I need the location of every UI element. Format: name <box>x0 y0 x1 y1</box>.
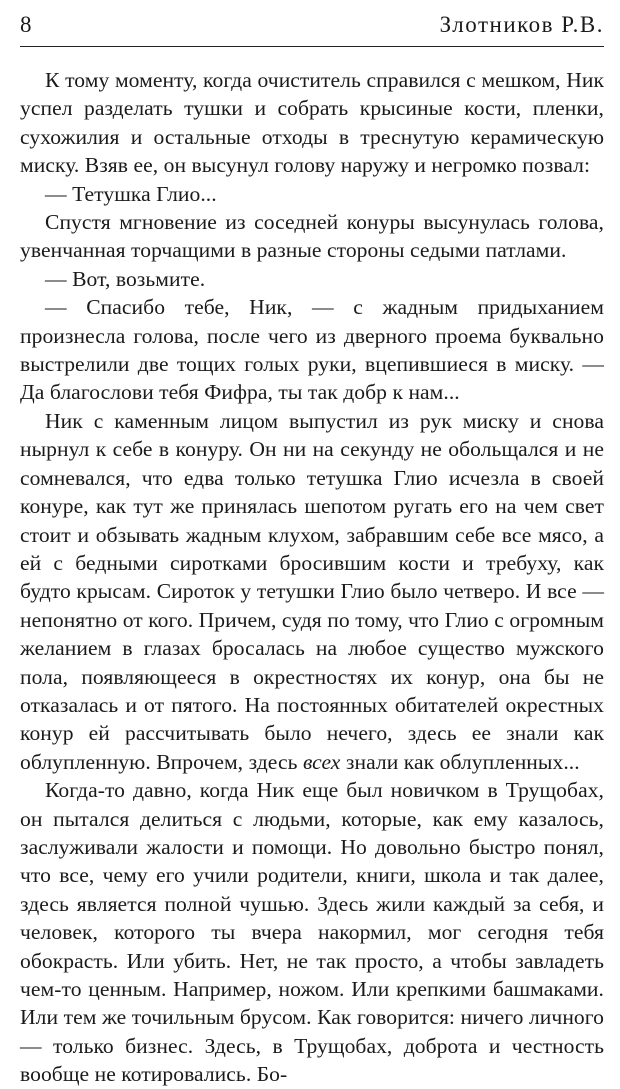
paragraph-text: знали как облупленных... <box>340 749 580 774</box>
paragraph: Когда-то давно, когда Ник еще был новичком в Трущобах, он пытался делиться с людьми, которые, как ему казалось, заслуживали жалости и помощи. Но довольно быстро понял, что все, чему его учили родители, книги, школа и так далее, здесь является полной чушью. Здесь жили каждый за себя, и человек, которого ты вчера накормил, мог сегодня тебя обокрасть. Или убить. Нет, не так просто, а чтобы завладеть чем-то ценным. Например, ножом. Или крепкими башмаками. Или тем же точильным брусом. Как говорится: ничего личного — только бизнес. Здесь, в Трущобах, доброта и честность вообще не котировались. Бо- <box>20 778 604 1087</box>
body-text <box>20 66 604 1089</box>
page-number: 8 <box>20 12 32 37</box>
paragraph <box>20 407 604 776</box>
running-head <box>20 0 604 52</box>
dialogue-line: — Тетушка Глио... <box>45 181 217 206</box>
header-rule <box>20 46 604 47</box>
paragraph: Спустя мгновение из соседней конуры высунулась голова, увенчанная торчащими в разные стороны седыми патлами. <box>20 210 604 263</box>
dialogue-line: — Вот, возьмите. <box>45 266 206 291</box>
book-page <box>20 0 604 1087</box>
emphasis-word: всех <box>302 749 341 774</box>
author-running-title: Злотников Р.В. <box>439 12 604 37</box>
dialogue-line: — Спасибо тебе, Ник, — с жадным придыханием произнесла голова, после чего из дверного проема буквально выстрелили две тощих голых руки, вцепившиеся в миску. — Да благослови тебя Фифра, ты так добр к нам... <box>20 295 604 405</box>
paragraph: К тому моменту, когда очиститель справился с мешком, Ник успел разделать тушки и собрать крысиные кости, пленки, сухожилия и остальные отходы в треснутую керамическую миску. Взяв ее, он высунул голову наружу и негромко позвал: <box>20 68 604 178</box>
paragraph-text: Ник с каменным лицом выпустил из рук миску и снова нырнул к себе в конуру. Он ни на секунду не обольщался и не сомневался, что едва только тетушка Глио исчезла в своей конуре, как тут же принялась шепотом ругать его на чем свет стоит и обзывать жадным клухом, забравшим себе все мясо, а ей с бедными сиротками бросившим кости и требуху, как будто крысам. Сироток у тетушки Глио было четверо. И все — непонятно от кого. Причем, судя по тому, что Глио с огромным желанием в глазах бросалась на любое существо мужского пола, появляющееся в окрестностях их конур, она бы не отказалась и от пятого. На постоянных обитателей окрестных конур ей рассчитывать было нечего, здесь ее знали как облупленную. Впрочем, здесь <box>20 408 604 774</box>
